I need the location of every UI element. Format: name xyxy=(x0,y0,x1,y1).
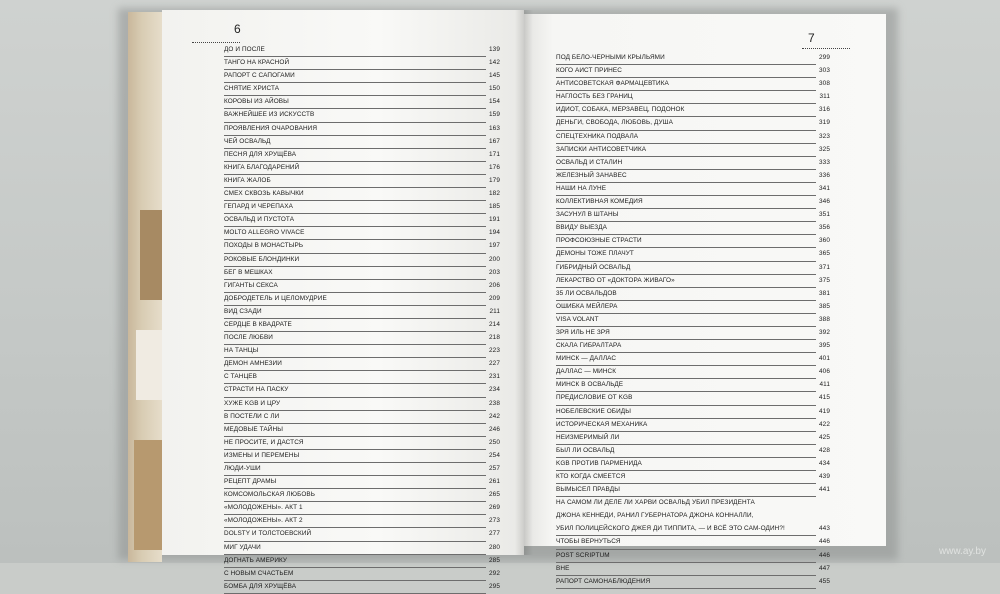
toc-entry xyxy=(224,201,500,214)
toc-entry xyxy=(224,450,500,463)
toc-entry-title: РОКОВЫЕ БЛОНДИНКИ xyxy=(224,255,300,263)
toc-entry xyxy=(556,196,830,209)
toc-entry-page: 415 xyxy=(819,394,830,402)
book-gutter xyxy=(515,10,533,555)
toc-entry xyxy=(556,327,830,340)
toc-entry xyxy=(224,424,500,437)
toc-entry xyxy=(556,406,830,419)
toc-entry xyxy=(556,117,830,130)
toc-entry xyxy=(224,515,500,528)
toc-entry xyxy=(224,371,500,384)
toc-entry xyxy=(224,123,500,136)
toc-entry-title: ГИБРИДНЫЙ ОСВАЛЬД xyxy=(556,263,631,271)
toc-entry xyxy=(556,91,830,104)
toc-entry-page: 406 xyxy=(819,368,830,376)
toc-entry-page: 211 xyxy=(489,307,500,315)
toc-entry-page: 163 xyxy=(489,124,500,132)
toc-entry-title: 35 ЛИ ОСВАЛЬДОВ xyxy=(556,289,617,297)
toc-entry-title: ХУЖЕ KGB И ЦРУ xyxy=(224,399,281,407)
toc-entry xyxy=(556,222,830,235)
table-of-contents xyxy=(224,44,500,594)
toc-entry-title: ПРОЯВЛЕНИЯ ОЧАРОВАНИЯ xyxy=(224,124,318,132)
toc-entry-title: НА САМОМ ЛИ ДЕЛЕ ЛИ ХАРВИ ОСВАЛЬД УБИЛ ПРЕЗИДЕНТА xyxy=(556,499,755,507)
toc-entry-title: KGB ПРОТИВ ПАРМЕНИДА xyxy=(556,459,642,467)
toc-entry-page: 411 xyxy=(819,381,830,389)
toc-entry-title: КТО КОГДА СМЕЕТСЯ xyxy=(556,473,626,480)
cover-art-piece xyxy=(140,210,164,300)
toc-entry-title: ТАНГО НА КРАСНОЙ xyxy=(224,59,290,67)
toc-entry-title: НЕИЗМЕРИМЫЙ ЛИ xyxy=(556,433,620,441)
toc-entry xyxy=(556,497,830,510)
toc-entry-page: 441 xyxy=(819,486,830,494)
toc-entry xyxy=(224,96,500,109)
table-of-contents xyxy=(556,52,830,589)
toc-entry-title: ДО И ПОСЛЕ xyxy=(224,46,265,53)
toc-entry-page: 218 xyxy=(489,334,500,342)
toc-entry xyxy=(556,379,830,392)
toc-entry-title: СТРАСТИ НА ПАСКУ xyxy=(224,386,289,394)
cover-art-piece xyxy=(134,440,164,550)
toc-entry-title: ЛЕКАРСТВО ОТ «ДОКТОРА ЖИВАГО» xyxy=(556,276,675,284)
toc-entry-title: ПРОФСОЮЗНЫЕ СТРАСТИ xyxy=(556,237,642,245)
toc-entry xyxy=(556,471,830,484)
toc-entry xyxy=(224,542,500,555)
toc-entry xyxy=(224,568,500,581)
toc-entry-title: VISA VOLANT xyxy=(556,315,599,323)
toc-entry-title: КОМСОМОЛЬСКАЯ ЛЮБОВЬ xyxy=(224,491,316,499)
toc-entry-page: 395 xyxy=(819,342,830,350)
toc-entry xyxy=(224,384,500,397)
toc-entry-page: 214 xyxy=(489,320,500,328)
toc-entry-title: «МОЛОДОЖЕНЫ». АКТ 1 xyxy=(224,504,303,512)
toc-entry-title: В ПОСТЕЛИ С ЛИ xyxy=(224,412,280,420)
toc-entry xyxy=(224,136,500,149)
toc-entry xyxy=(556,484,830,497)
toc-entry-page: 246 xyxy=(489,425,500,433)
toc-entry-title: КОГО АИСТ ПРИНЕС xyxy=(556,67,622,75)
toc-entry xyxy=(224,57,500,70)
toc-entry-page: 351 xyxy=(819,211,830,219)
toc-entry xyxy=(224,254,500,267)
toc-entry-page: 191 xyxy=(489,216,500,224)
toc-entry-page: 356 xyxy=(819,224,830,232)
toc-entry xyxy=(556,209,830,222)
toc-entry-title: НЕ ПРОСИТЕ, И ДАСТСЯ xyxy=(224,438,304,446)
toc-entry-page: 455 xyxy=(819,577,830,585)
toc-entry xyxy=(556,366,830,379)
cover-art-piece xyxy=(136,330,164,400)
toc-entry-page: 419 xyxy=(819,407,830,415)
toc-entry xyxy=(556,248,830,261)
toc-entry-title: ГЕПАРД И ЧЕРЕПАХА xyxy=(224,203,294,211)
toc-entry-title: МИГ УДАЧИ xyxy=(224,543,261,551)
toc-entry-title: С ТАНЦЕВ xyxy=(224,373,258,381)
toc-entry-title: МЕДОВЫЕ ТАЙНЫ xyxy=(224,425,283,433)
toc-entry xyxy=(556,52,830,65)
toc-entry-page: 234 xyxy=(489,386,500,394)
toc-entry-page: 154 xyxy=(489,98,500,106)
toc-entry-title: СПЕЦТЕХНИКА ПОДВАЛА xyxy=(556,132,639,140)
toc-entry-title: КНИГА ЖАЛОБ xyxy=(224,176,271,184)
toc-entry-page: 280 xyxy=(489,543,500,551)
toc-entry-page: 250 xyxy=(489,438,500,446)
toc-entry-title: ЗАСУНУЛ В ШТАНЫ xyxy=(556,211,619,219)
toc-entry-title: СКАЛА ГИБРАЛТАРА xyxy=(556,342,622,350)
toc-entry xyxy=(224,240,500,253)
toc-entry-title: ПОСЛЕ ЛЮБВИ xyxy=(224,334,273,342)
watermark: www.ay.by xyxy=(938,546,986,557)
toc-entry-title: РАПОРТ С САПОГАМИ xyxy=(224,72,295,80)
toc-entry xyxy=(224,44,500,57)
toc-entry-title: РАПОРТ САМОНАБЛЮДЕНИЯ xyxy=(556,577,651,585)
toc-entry-title: КНИГА БЛАГОДАРЕНИЙ xyxy=(224,163,300,171)
toc-entry-title: ЗАПИСКИ АНТИСОВЕТЧИКА xyxy=(556,145,647,153)
toc-entry-page: 200 xyxy=(489,255,500,263)
toc-entry-page: 303 xyxy=(819,67,830,75)
toc-entry xyxy=(556,550,830,563)
toc-entry-title: ПРЕДИСЛОВИЕ ОТ KGB xyxy=(556,394,633,402)
toc-entry-page: 428 xyxy=(819,446,830,454)
toc-entry-title: ПЕСНЯ ДЛЯ ХРУЩЁВА xyxy=(224,150,297,158)
toc-leader-line xyxy=(556,588,816,589)
toc-entry-title: БОМБА ДЛЯ ХРУЩЁВА xyxy=(224,582,297,590)
toc-entry xyxy=(556,563,830,576)
toc-entry-page: 292 xyxy=(489,569,500,577)
toc-entry-title: ДОГНАТЬ АМЕРИКУ xyxy=(224,556,288,564)
toc-entry xyxy=(224,345,500,358)
toc-entry-page: 299 xyxy=(819,54,830,61)
toc-entry xyxy=(224,411,500,424)
toc-entry-page: 145 xyxy=(489,72,500,80)
toc-entry xyxy=(224,188,500,201)
toc-entry xyxy=(224,581,500,594)
toc-entry xyxy=(556,340,830,353)
page-number-rule xyxy=(192,42,240,43)
toc-entry-title: КОЛЛЕКТИВНАЯ КОМЕДИЯ xyxy=(556,198,643,206)
toc-entry xyxy=(224,149,500,162)
toc-entry-title: РЕЦЕПТ ДРАМЫ xyxy=(224,478,277,486)
toc-entry-title: ДЖОНА КЕННЕДИ, РАНИЛ ГУБЕРНАТОРА ДЖОНА КОННАЛЛИ, xyxy=(556,512,754,520)
toc-entry-title: ВВИДУ ВЫЕЗДА xyxy=(556,224,608,232)
toc-entry xyxy=(224,306,500,319)
toc-entry-page: 388 xyxy=(819,315,830,323)
toc-entry xyxy=(224,502,500,515)
toc-entry-page: 316 xyxy=(819,106,830,114)
toc-entry-page: 381 xyxy=(819,289,830,297)
toc-entry-title: ВЫМЫСЕЛ ПРАВДЫ xyxy=(556,486,620,494)
toc-entry xyxy=(556,275,830,288)
toc-entry-title: НА ТАНЦЫ xyxy=(224,347,259,355)
toc-entry xyxy=(224,267,500,280)
toc-entry-page: 422 xyxy=(819,420,830,428)
toc-entry-title: ЖЕЛЕЗНЫЙ ЗАНАВЕС xyxy=(556,171,627,179)
toc-entry-page: 261 xyxy=(489,478,500,486)
toc-entry xyxy=(556,301,830,314)
toc-entry-page: 182 xyxy=(489,190,500,198)
toc-entry xyxy=(224,463,500,476)
toc-entry-page: 325 xyxy=(819,145,830,153)
toc-entry-page: 206 xyxy=(489,281,500,289)
toc-entry-page: 269 xyxy=(489,504,500,512)
toc-entry-title: DOLSTY И ТОЛСТОЕВСКИЙ xyxy=(224,530,312,538)
toc-entry-page: 197 xyxy=(489,242,500,250)
toc-entry-page: 385 xyxy=(819,302,830,310)
toc-entry xyxy=(556,78,830,91)
toc-entry xyxy=(556,157,830,170)
toc-entry xyxy=(556,170,830,183)
toc-entry xyxy=(224,332,500,345)
toc-entry-page: 176 xyxy=(489,163,500,171)
toc-entry xyxy=(224,162,500,175)
toc-entry-title: СЕРДЦЕ В КВАДРАТЕ xyxy=(224,320,292,328)
toc-entry xyxy=(224,83,500,96)
toc-entry xyxy=(224,280,500,293)
toc-entry-title: ВНЕ xyxy=(556,564,570,572)
toc-entry-title: НОБЕЛЕВСКИЕ ОБИДЫ xyxy=(556,407,631,415)
toc-entry-title: ИДИОТ, СОБАКА, МЕРЗАВЕЦ, ПОДОНОК xyxy=(556,106,685,114)
toc-entry-page: 254 xyxy=(489,451,500,459)
toc-entry-title: С НОВЫМ СЧАСТЬЕМ xyxy=(224,569,294,577)
toc-entry-title: БЫЛ ЛИ ОСВАЛЬД xyxy=(556,446,615,454)
toc-entry-title: МИНСК — ДАЛЛАС xyxy=(556,355,617,363)
toc-entry-title: POST SCRIPTUM xyxy=(556,551,610,559)
toc-entry-title: НАШИ НА ЛУНЕ xyxy=(556,184,607,192)
toc-entry xyxy=(224,476,500,489)
toc-entry-page: 139 xyxy=(489,46,500,53)
toc-entry-title: ЧТОБЫ ВЕРНУТЬСЯ xyxy=(556,538,621,546)
toc-entry-page: 360 xyxy=(819,237,830,245)
toc-entry-title: ОСВАЛЬД И ПУСТОТА xyxy=(224,216,295,224)
toc-entry-page: 375 xyxy=(819,276,830,284)
toc-entry-page: 447 xyxy=(819,564,830,572)
toc-entry xyxy=(556,458,830,471)
toc-entry-title: ВИД СЗАДИ xyxy=(224,307,262,315)
right-page xyxy=(524,14,886,585)
toc-entry xyxy=(556,432,830,445)
toc-entry-title: ГИГАНТЫ СЕКСА xyxy=(224,281,278,289)
left-page xyxy=(162,10,524,590)
toc-entry-page: 238 xyxy=(489,399,500,407)
toc-entry xyxy=(224,214,500,227)
toc-entry-page: 446 xyxy=(819,551,830,559)
toc-entry-title: КОРОВЫ ИЗ АЙОВЫ xyxy=(224,98,289,106)
toc-entry-title: АНТИСОВЕТСКАЯ ФАРМАЦЕВТИКА xyxy=(556,80,669,88)
toc-entry-page: 346 xyxy=(819,198,830,206)
toc-entry-page: 434 xyxy=(819,459,830,467)
toc-entry xyxy=(224,398,500,411)
toc-entry-title: ДЕНЬГИ, СВОБОДА, ЛЮБОВЬ, ДУША xyxy=(556,119,673,127)
toc-entry-page: 203 xyxy=(489,268,500,276)
page-number: 6 xyxy=(234,22,241,36)
toc-entry-page: 336 xyxy=(819,171,830,179)
toc-entry xyxy=(556,536,830,549)
toc-entry xyxy=(556,445,830,458)
toc-entry-page: 371 xyxy=(819,263,830,271)
toc-entry-page: 277 xyxy=(489,530,500,538)
toc-entry-page: 209 xyxy=(489,294,500,302)
toc-entry-title: НАГЛОСТЬ БЕЗ ГРАНИЦ xyxy=(556,93,633,101)
toc-entry-page: 185 xyxy=(489,203,500,211)
toc-entry xyxy=(224,528,500,541)
toc-entry-page: 179 xyxy=(489,176,500,184)
toc-entry xyxy=(556,523,830,536)
toc-entry-title: ДЕМОНЫ ТОЖЕ ПЛАЧУТ xyxy=(556,250,634,258)
toc-entry-title: БЕГ В МЕШКАХ xyxy=(224,268,273,276)
toc-entry xyxy=(224,293,500,306)
toc-entry-title: ПОХОДЫ В МОНАСТЫРЬ xyxy=(224,242,304,250)
toc-entry xyxy=(224,489,500,502)
page-number: 7 xyxy=(808,31,815,45)
toc-entry-page: 273 xyxy=(489,517,500,525)
toc-entry-title: ДЕМОН АМНЕЗИИ xyxy=(224,360,282,368)
toc-entry-title: MOLTO ALLEGRO VIVACE xyxy=(224,229,305,237)
toc-entry-title: ДОБРОДЕТЕЛЬ И ЦЕЛОМУДРИЕ xyxy=(224,294,327,302)
toc-entry-title: СНЯТИЕ ХРИСТА xyxy=(224,85,280,93)
toc-entry-page: 439 xyxy=(819,473,830,480)
toc-entry xyxy=(224,227,500,240)
toc-entry-page: 341 xyxy=(819,184,830,192)
toc-entry-page: 142 xyxy=(489,59,500,67)
toc-entry-page: 446 xyxy=(819,538,830,546)
toc-entry xyxy=(224,109,500,122)
toc-entry-page: 257 xyxy=(489,465,500,472)
toc-entry-title: ИСТОРИЧЕСКАЯ МЕХАНИКА xyxy=(556,420,648,428)
toc-entry-page: 319 xyxy=(819,119,830,127)
toc-entry-page: 159 xyxy=(489,111,500,119)
toc-entry-title: ПОД БЕЛО-ЧЕРНЫМИ КРЫЛЬЯМИ xyxy=(556,54,665,61)
toc-entry xyxy=(224,358,500,371)
toc-entry-title: МИНСК В ОСВАЛЬДЕ xyxy=(556,381,624,389)
toc-entry-page: 401 xyxy=(819,355,830,363)
toc-entry xyxy=(224,555,500,568)
toc-entry-page: 443 xyxy=(819,525,830,533)
toc-entry xyxy=(224,437,500,450)
toc-entry xyxy=(556,262,830,275)
toc-entry-title: ЛЮДИ-УШИ xyxy=(224,465,261,472)
toc-entry-title: ВАЖНЕЙШЕЕ ИЗ ИСКУССТВ xyxy=(224,111,315,119)
toc-entry xyxy=(224,175,500,188)
toc-entry-page: 425 xyxy=(819,433,830,441)
toc-entry-page: 392 xyxy=(819,328,830,336)
toc-entry xyxy=(556,288,830,301)
toc-entry-page: 285 xyxy=(489,556,500,564)
toc-entry-title: ИЗМЕНЫ И ПЕРЕМЕНЫ xyxy=(224,451,300,459)
toc-entry xyxy=(224,70,500,83)
toc-entry xyxy=(224,319,500,332)
page-number-rule xyxy=(802,48,850,49)
toc-entry-title: УБИЛ ПОЛИЦЕЙСКОГО ДЖЕЯ ДИ ТИППИТА, — И ВСЁ ЭТО САМ-ОДИН?! xyxy=(556,525,785,533)
toc-entry xyxy=(556,65,830,78)
toc-entry xyxy=(556,183,830,196)
toc-entry xyxy=(556,419,830,432)
toc-entry xyxy=(556,510,830,523)
toc-entry-page: 242 xyxy=(489,412,500,420)
toc-entry-title: ЧЕЙ ОСВАЛЬД xyxy=(224,137,271,145)
toc-entry-title: СМЕХ СКВОЗЬ КАВЫЧКИ xyxy=(224,190,304,198)
toc-entry-title: ОШИБКА МЕЙЛЕРА xyxy=(556,302,618,310)
toc-entry xyxy=(556,314,830,327)
toc-entry-title: ОСВАЛЬД И СТАЛИН xyxy=(556,158,623,166)
toc-entry-page: 311 xyxy=(819,93,830,101)
toc-entry-page: 333 xyxy=(819,158,830,166)
toc-entry-title: ДАЛЛАС — МИНСК xyxy=(556,368,617,376)
toc-entry-page: 167 xyxy=(489,137,500,145)
toc-entry-page: 265 xyxy=(489,491,500,499)
toc-entry xyxy=(556,235,830,248)
toc-entry xyxy=(556,131,830,144)
toc-entry-page: 308 xyxy=(819,80,830,88)
toc-entry xyxy=(556,392,830,405)
toc-entry-page: 171 xyxy=(489,150,500,158)
toc-entry xyxy=(556,576,830,589)
toc-entry-page: 295 xyxy=(489,582,500,590)
toc-entry-page: 231 xyxy=(489,373,500,381)
toc-entry xyxy=(556,144,830,157)
toc-entry-page: 223 xyxy=(489,347,500,355)
toc-entry xyxy=(556,353,830,366)
toc-entry-page: 227 xyxy=(489,360,500,368)
toc-entry-title: ЗРЯ ИЛЬ НЕ ЗРЯ xyxy=(556,328,610,336)
toc-entry-title: «МОЛОДОЖЕНЫ». АКТ 2 xyxy=(224,517,303,525)
toc-entry xyxy=(556,104,830,117)
toc-entry-page: 323 xyxy=(819,132,830,140)
toc-entry-page: 365 xyxy=(819,250,830,258)
toc-entry-page: 150 xyxy=(489,85,500,93)
toc-entry-page: 194 xyxy=(489,229,500,237)
